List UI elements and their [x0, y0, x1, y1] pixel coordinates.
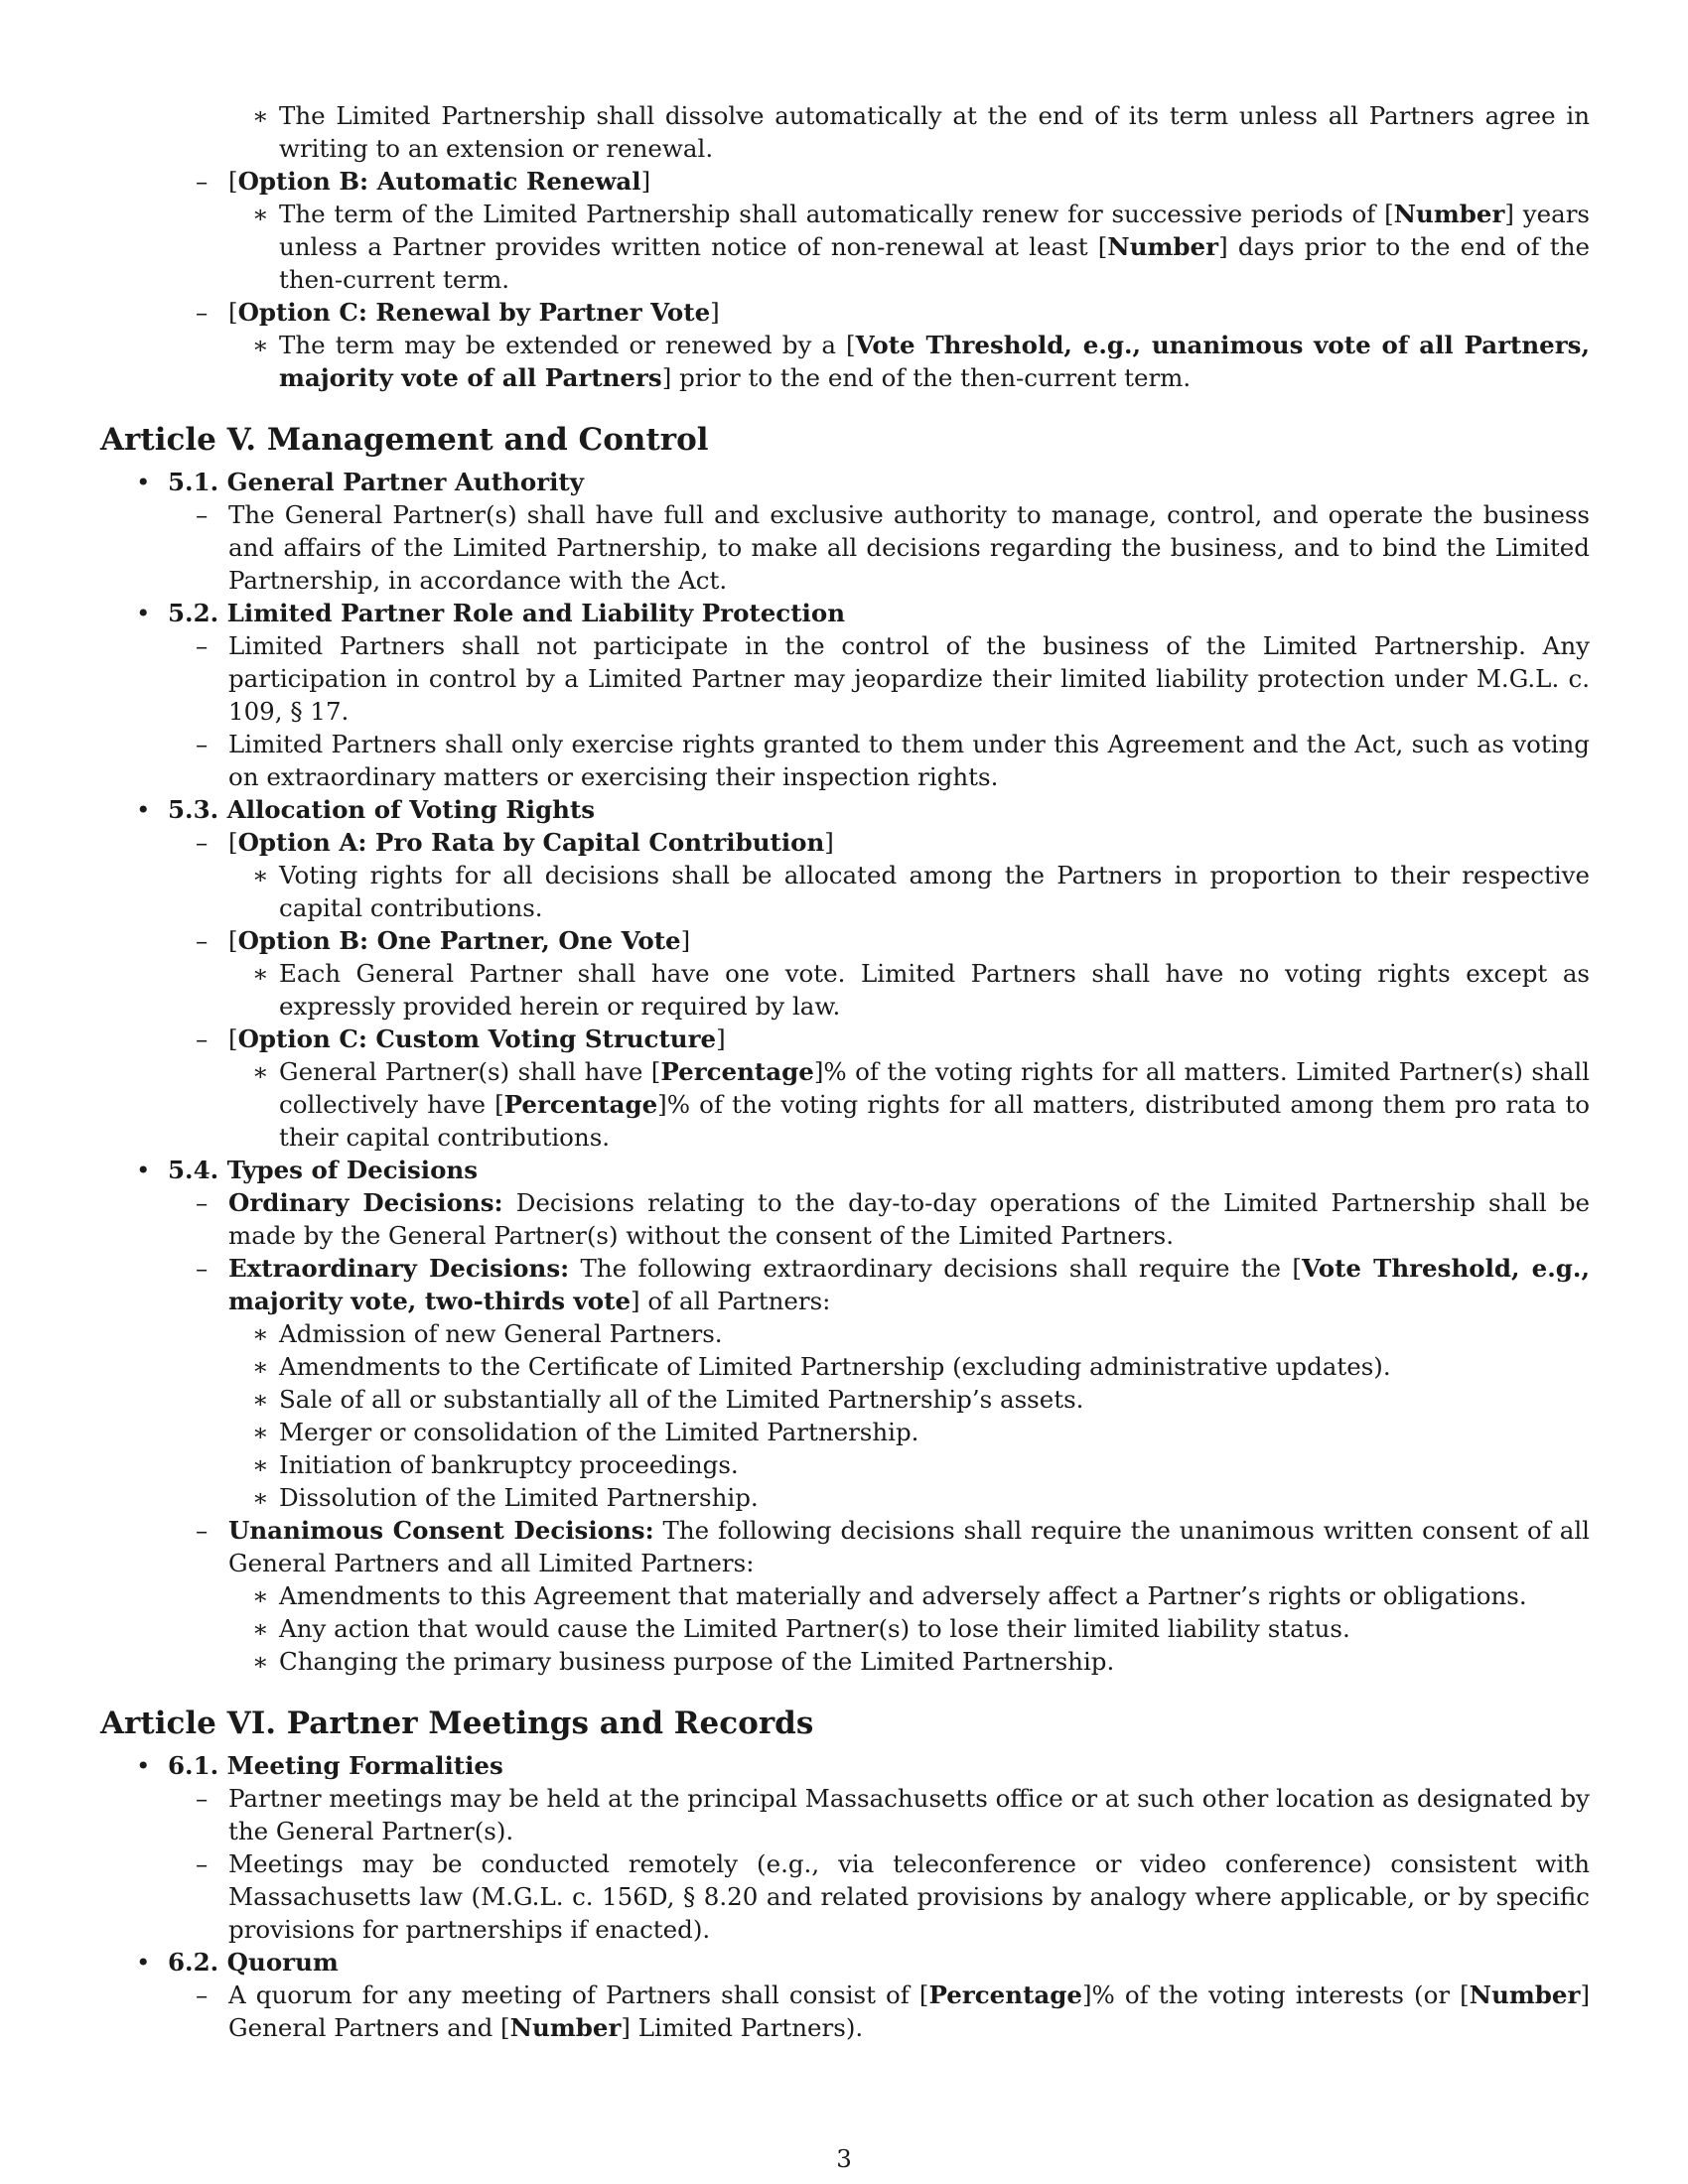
list-item: ∗ Initiation of bankruptcy proceedings.: [252, 1450, 739, 1479]
list-item: – Partner meetings may be held at the principal Massachusetts office or at such other location as designated by the General Partner(s).: [196, 1784, 1590, 1845]
list-item: – [Option B: One Partner, One Vote]: [196, 926, 691, 955]
dash-bullet-icon: –: [196, 1784, 209, 1813]
list-item: – Limited Partners shall not participate in the control of the business of the Limited Partnership. Any participation in control by a Limited Partner may jeopardize their limited liability protection under M.G.L. c. 109, § 17.: [196, 631, 1590, 726]
list-item: ∗ Amendments to the Certificate of Limited Partnership (excluding administrative updates).: [252, 1352, 1391, 1381]
list-item: ∗ Sale of all or substantially all of the Limited Partnership’s assets.: [252, 1385, 1084, 1414]
dash-bullet-icon: –: [196, 631, 209, 660]
article-v-heading: Article V. Management and Control: [100, 422, 709, 458]
asterisk-bullet-icon: ∗: [252, 861, 269, 889]
bullet-icon: •: [136, 795, 151, 824]
list-item: [100, 99, 1590, 165]
option-label: Option B: One Partner, One Vote: [237, 926, 681, 955]
list-item: ∗ Dissolution of the Limited Partnership.: [252, 1483, 759, 1512]
section-title: 6.1. Meeting Formalities: [168, 1751, 503, 1780]
asterisk-bullet-icon: ∗: [252, 1483, 269, 1512]
asterisk-bullet-icon: ∗: [252, 1352, 269, 1381]
asterisk-bullet-icon: ∗: [252, 1319, 269, 1348]
option-label: Option C: Renewal by Partner Vote: [237, 298, 711, 327]
asterisk-bullet-icon: ∗: [252, 1647, 269, 1676]
list-item: – [Option C: Renewal by Partner Vote]: [196, 298, 720, 327]
asterisk-bullet-icon: ∗: [252, 1614, 269, 1643]
list-item: ∗ Each General Partner shall have one vote. Limited Partners shall have no voting rights except as expressly provided herein or required by law.: [252, 959, 1590, 1021]
bullet-icon: •: [136, 468, 151, 496]
dash-bullet-icon: –: [196, 926, 209, 955]
section-item: [100, 1946, 1590, 1979]
asterisk-bullet-icon: ∗: [252, 331, 269, 359]
bullet-icon: •: [136, 1751, 151, 1780]
dash-bullet-icon: –: [196, 1980, 209, 2009]
list-item: ∗ Amendments to this Agreement that materially and adversely affect a Partner’s rights or obligations.: [252, 1581, 1527, 1610]
asterisk-bullet-icon: ∗: [252, 1450, 269, 1479]
article-vi-heading: Article VI. Partner Meetings and Records: [100, 1706, 814, 1741]
asterisk-bullet-icon: ∗: [252, 200, 269, 228]
list-item: – Meetings may be conducted remotely (e.g., via teleconference or video conference) consistent with Massachusetts law (M.G.L. c. 156D, § 8.20 and related provisions by analogy where applicable, or by specific provisions for partnerships if enacted).: [196, 1849, 1590, 1944]
section-item: [100, 1749, 1590, 1782]
section-title: 5.2. Limited Partner Role and Liability Protection: [168, 599, 846, 627]
section-item: [100, 793, 1590, 826]
list-item: – Limited Partners shall only exercise rights granted to them under this Agreement and the Act, such as voting on extraordinary matters or exercising their inspection rights.: [196, 730, 1590, 791]
dash-bullet-icon: –: [196, 1188, 209, 1217]
asterisk-bullet-icon: ∗: [252, 101, 269, 130]
list-item: – Extraordinary Decisions: The following extraordinary decisions shall require the [Vote Threshold, e.g., majority vote, two-thirds vote] of all Partners:: [196, 1254, 1590, 1315]
option-a-text: The Limited Partnership shall dissolve automatically at the end of its term unless all Partners agree in writing to an extension or renewal.: [279, 101, 1590, 163]
section-item: [100, 466, 1590, 498]
list-item: – A quorum for any meeting of Partners shall consist of [Percentage]% of the voting interests (or [Number] General Partners and [Number] Limited Partners).: [196, 1980, 1590, 2042]
asterisk-bullet-icon: ∗: [252, 1057, 269, 1086]
list-item: ∗ Any action that would cause the Limited Partner(s) to lose their limited liability status.: [252, 1614, 1350, 1643]
option-b-text: The term of the Limited Partnership shall automatically renew for successive periods of [Number] years unless a Partner provides written notice of non-renewal at least [Number] days prior to the end of the then-current term.: [279, 200, 1591, 294]
option-c-text: The term may be extended or renewed by a [Vote Threshold, e.g., unanimous vote of all Partners, majority vote of all Partners] prior to the end of the then-current term.: [279, 331, 1591, 392]
option-label: Option B: Automatic Renewal: [237, 167, 641, 196]
list-item: [100, 198, 1590, 296]
dash-bullet-icon: –: [196, 500, 209, 529]
dash-bullet-icon: –: [196, 828, 209, 857]
dash-bullet-icon: –: [196, 167, 209, 196]
page-content: [100, 99, 1590, 2044]
page-number: 3: [836, 2144, 852, 2173]
asterisk-bullet-icon: ∗: [252, 1385, 269, 1414]
bullet-icon: •: [136, 599, 151, 627]
section-title: 5.4. Types of Decisions: [168, 1156, 479, 1184]
dash-bullet-icon: –: [196, 1024, 209, 1053]
list-item: ∗ Changing the primary business purpose of the Limited Partnership.: [252, 1647, 1115, 1676]
list-item: [100, 329, 1590, 394]
option-label: Option C: Custom Voting Structure: [237, 1024, 717, 1053]
dash-bullet-icon: –: [196, 1516, 209, 1545]
dash-bullet-icon: –: [196, 298, 209, 327]
bullet-icon: •: [136, 1948, 151, 1977]
list-item: – The General Partner(s) shall have full and exclusive authority to manage, control, and operate the business and affairs of the Limited Partnership, to make all decisions regarding the business, and to bind the Limited Partnership, in accordance with the Act.: [196, 500, 1590, 595]
dash-bullet-icon: –: [196, 1849, 209, 1878]
section-item: [100, 1154, 1590, 1186]
list-item: ∗ Merger or consolidation of the Limited Partnership.: [252, 1418, 919, 1446]
dash-bullet-icon: –: [196, 1254, 209, 1283]
list-item: – Unanimous Consent Decisions: The following decisions shall require the unanimous written consent of all General Partners and all Limited Partners:: [196, 1516, 1590, 1577]
list-item: – Ordinary Decisions: Decisions relating to the day-to-day operations of the Limited Partnership shall be made by the General Partner(s) without the consent of the Limited Partners.: [196, 1188, 1590, 1250]
dash-bullet-icon: –: [196, 730, 209, 758]
asterisk-bullet-icon: ∗: [252, 1581, 269, 1610]
list-item: – [Option C: Custom Voting Structure]: [196, 1024, 726, 1053]
section-title: 5.3. Allocation of Voting Rights: [168, 795, 596, 824]
list-item: – [Option B: Automatic Renewal]: [196, 167, 651, 196]
list-item: ∗ Admission of new General Partners.: [252, 1319, 723, 1348]
option-label: Option A: Pro Rata by Capital Contribution: [237, 828, 825, 857]
section-title: 5.1. General Partner Authority: [168, 468, 584, 496]
list-item: ∗ Voting rights for all decisions shall be allocated among the Partners in proportion to their respective capital contributions.: [252, 861, 1590, 922]
section-title: 6.2. Quorum: [168, 1948, 339, 1977]
bullet-icon: •: [136, 1156, 151, 1184]
section-item: [100, 597, 1590, 629]
asterisk-bullet-icon: ∗: [252, 1418, 269, 1446]
asterisk-bullet-icon: ∗: [252, 959, 269, 988]
list-item: ∗ General Partner(s) shall have [Percentage]% of the voting rights for all matters. Limited Partner(s) shall collectively have [Percentage]% of the voting rights for all matters, distributed among them pro rata to their capital contributions.: [252, 1057, 1590, 1152]
list-item: – [Option A: Pro Rata by Capital Contribution]: [196, 828, 834, 857]
